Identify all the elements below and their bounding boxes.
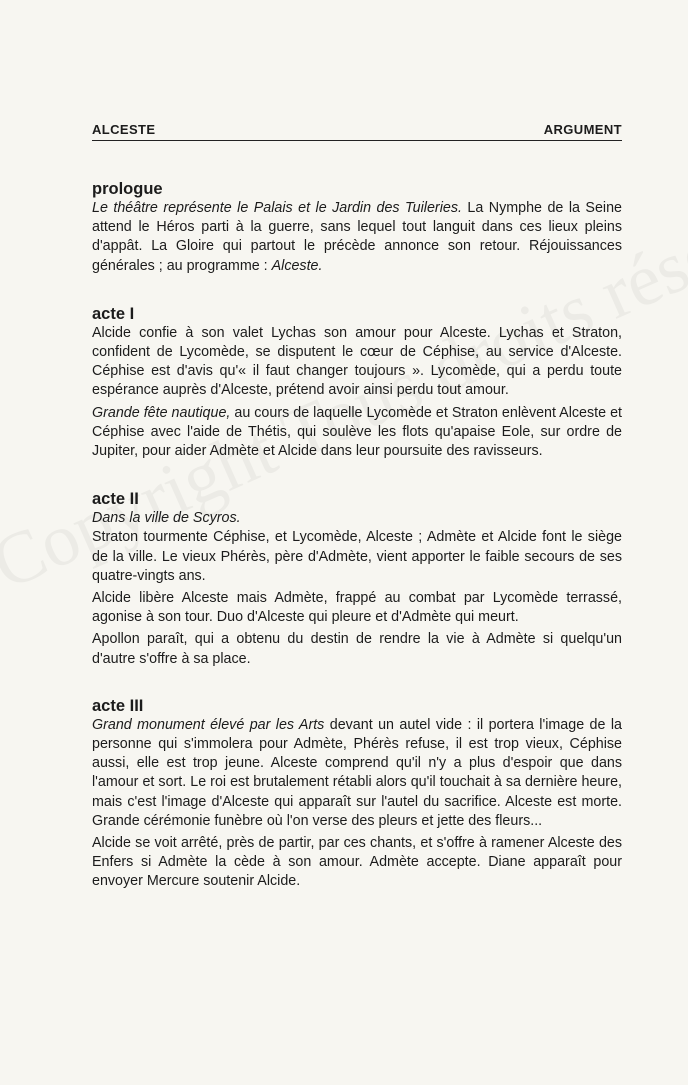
- body-text: devant un autel vide : il portera l'image de la personne qui s'immolera pour Admète, Phérès refuse, il est trop vieux, Céphise aussi, elle est trop jeune. Alceste comprend qu'il n'y a plus d'espoir que dans l'amour et sort. Le roi est brutalement rétabli alors qu'il touchait à sa dernière heure, mais c'est l'image d'Alceste qui apparaît sur l'autel du sacrifice. Alceste est morte. Grande cérémonie funèbre où l'on verse des pleurs et jette des fleurs...: [92, 716, 622, 829]
- italic-text: Grande fête nautique,: [92, 404, 231, 421]
- section-heading: prologue: [92, 180, 163, 198]
- paragraph: [92, 199, 622, 276]
- body-text: Straton tourmente Céphise, et Lycomède, Alceste ; Admète et Alcide font le siège de la ville. Le vieux Phérès, père d'Admète, vient apporter le faible secours de ses quatre-vingts ans.: [92, 529, 622, 584]
- header-section: ARGUMENT: [543, 122, 622, 137]
- body-text: au cours de laquelle Lycomède et Straton enlèvent Alceste et Céphise avec l'aide de Thétis, qui soulève les flots qu'apaise Eole, sur ordre de Jupiter, pour aider Admète et Alcide dans leur poursuite des ravisseurs.: [92, 404, 622, 460]
- italic-text: Le théâtre représente le Palais et le Jardin des Tuileries.: [92, 200, 462, 216]
- paragraph: [92, 509, 622, 586]
- italic-text: Grand monument élevé par les Arts: [92, 716, 325, 733]
- section-heading: acte II: [92, 490, 139, 509]
- paragraph: [92, 404, 622, 462]
- paragraph: Alcide confie à son valet Lychas son amour pour Alceste. Lychas et Straton, confident de Lycomède, se disputent le cœur de Céphise, au service d'Alceste. Céphise est d'avis qu'« il faut changer toujours ». Lycomède, qui a perdu toute espérance auprès d'Alceste, prétend avoir ainsi perdu tout amour.: [92, 324, 622, 399]
- section-acte-1: [92, 304, 622, 461]
- paragraph: Alcide se voit arrêté, près de partir, par ces chants, et s'offre à ramener Alceste des Enfers si Admète la cède à son amour. Admète accepte. Diane apparaît pour envoyer Mercure soutenir Alcide.: [92, 835, 622, 890]
- section-acte-3: [92, 696, 622, 892]
- running-header: [92, 122, 622, 141]
- paragraph: Apollon paraît, qui a obtenu du destin de rendre la vie à Admète si quelqu'un d'autre s'offre à sa place.: [92, 631, 622, 667]
- italic-text: Alceste.: [271, 257, 323, 274]
- body-text: La Nymphe de la Seine attend le Héros parti à la guerre, sans lequel tout languit dans ces lieux pleins d'appât. La Gloire qui partout le précède annonce son retour. Réjouissances générales ; au programme :: [92, 200, 622, 274]
- paragraph: Alcide libère Alceste mais Admète, frappé au combat par Lycomède terrassé, agonise à son tour. Duo d'Alceste qui pleure et d'Admète qui meurt.: [92, 590, 622, 626]
- section-prologue: [92, 179, 622, 276]
- section-acte-2: [92, 489, 622, 669]
- page: [92, 122, 622, 892]
- section-heading: acte I: [92, 304, 135, 323]
- section-heading: acte III: [92, 696, 144, 715]
- paragraph: [92, 716, 622, 831]
- header-title: ALCESTE: [92, 122, 156, 137]
- italic-text: Dans la ville de Scyros.: [92, 510, 241, 527]
